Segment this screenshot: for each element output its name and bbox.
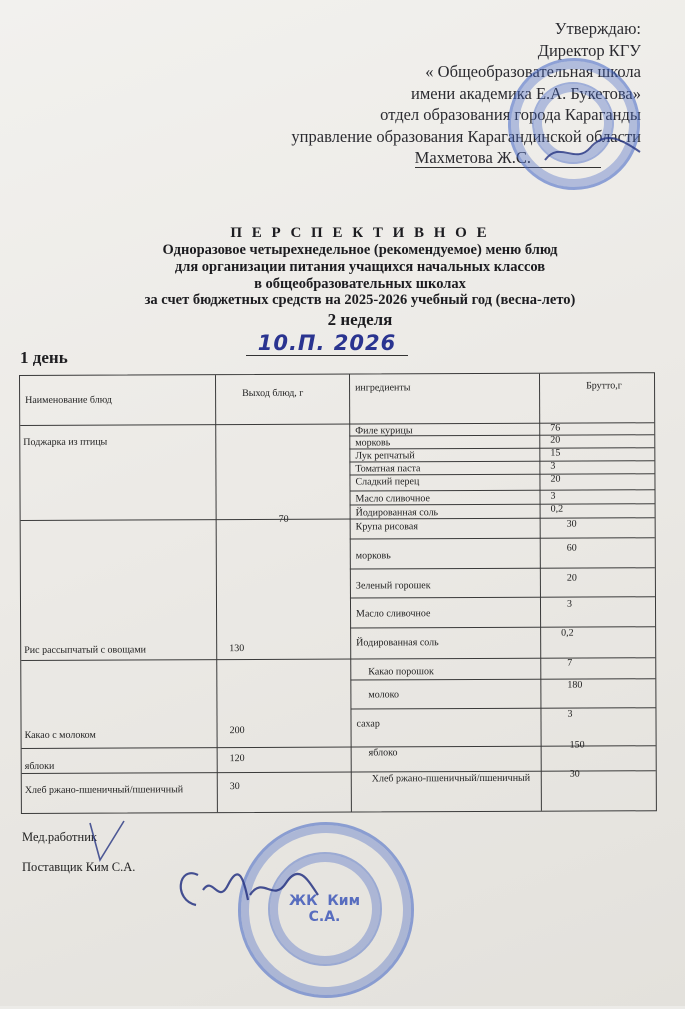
menu-title-block xyxy=(40,224,680,331)
day-label: 1 день xyxy=(20,348,68,367)
ingredient-gross: 20 xyxy=(566,572,577,584)
header-gross: Брутто,г xyxy=(586,380,622,392)
ingredient-name: Сладкий перец xyxy=(355,476,420,488)
approval-line: отдел образования города Караганды xyxy=(380,105,641,124)
ingredient-gross: 30 xyxy=(566,518,577,530)
ingredient-name: морковь xyxy=(355,437,391,449)
menu-heading: П Е Р С П Е К Т И В Н О Е xyxy=(230,225,490,241)
ingredient-gross: 180 xyxy=(567,679,583,691)
ingredient-gross: 3 xyxy=(566,598,573,610)
header-dish-name: Наименование блюд xyxy=(25,394,112,406)
dish-output: 120 xyxy=(229,753,245,765)
ingredient-name: молоко xyxy=(368,689,399,701)
ingredient-name: сахар xyxy=(356,718,380,730)
ingredient-name: Масло сливочное xyxy=(355,493,430,505)
menu-title-line: в общеобразовательных школах xyxy=(254,275,466,292)
row-divider xyxy=(21,517,655,521)
row-divider xyxy=(350,707,655,709)
ingredient-gross: 7 xyxy=(567,657,573,669)
menu-title-line: за счет бюджетных средств на 2025-2026 учебный год (весна-лето) xyxy=(144,292,576,309)
dish-name: Какао с молоком xyxy=(24,729,96,741)
ingredient-gross: 0,2 xyxy=(550,503,564,515)
dish-output: 200 xyxy=(229,725,245,737)
ingredient-name: Хлеб ржано-пшеничный/пшеничный xyxy=(371,772,531,785)
dish-output: 70 xyxy=(278,513,289,525)
header-output: Выход блюд, г xyxy=(242,387,304,400)
dish-output: 30 xyxy=(229,781,240,793)
ingredient-gross: 60 xyxy=(566,542,577,554)
director-signature xyxy=(540,130,650,170)
row-divider xyxy=(22,745,656,749)
row-divider xyxy=(350,596,655,598)
supplier-label: Поставщик Ким С.А. xyxy=(22,860,136,874)
ingredient-name: Лук репчатый xyxy=(355,450,415,462)
ingredient-name: яблоко xyxy=(368,747,398,759)
approval-line: имени академика Е.А. Букетова» xyxy=(410,83,641,103)
ingredient-name: Крупа рисовая xyxy=(355,521,418,533)
ingredient-gross: 20 xyxy=(550,434,561,446)
row-divider xyxy=(350,537,655,539)
ingredient-name: Зеленый горошек xyxy=(355,580,431,592)
approval-line: « Общеобразовательная школа xyxy=(425,62,641,81)
row-divider xyxy=(350,567,655,569)
ingredient-gross: 76 xyxy=(550,422,561,434)
ingredient-gross: 3 xyxy=(550,460,556,472)
supplier-stamp-text: ЖК Ким С.А. xyxy=(288,893,370,925)
row-divider xyxy=(21,657,655,661)
dish-name: яблоки xyxy=(24,760,55,772)
ingredient-gross: 15 xyxy=(550,447,561,459)
dish-name: Поджарка из птицы xyxy=(23,436,108,448)
row-divider xyxy=(349,460,654,462)
ingredient-gross: 150 xyxy=(569,739,585,751)
ingredient-name: морковь xyxy=(355,550,391,562)
ingredient-name: Томатная паста xyxy=(355,463,421,475)
approval-line: Утверждаю: xyxy=(554,19,641,38)
ingredient-gross: 0,2 xyxy=(561,627,574,639)
medic-signature xyxy=(82,815,132,870)
dish-name: Хлеб ржано-пшеничный/пшеничный xyxy=(24,784,184,796)
row-divider xyxy=(350,503,655,505)
menu-table xyxy=(19,372,657,814)
handwritten-date: 10.П. 2026 xyxy=(246,331,408,356)
signer-name: Махметова Ж.С. xyxy=(415,148,601,168)
row-divider xyxy=(349,473,654,475)
ingredient-name: Филе курицы xyxy=(355,425,413,437)
row-divider xyxy=(350,489,655,491)
menu-title-line: для организации питания учащихся начальных классов xyxy=(174,258,546,275)
menu-title-line: Одноразовое четырехнедельное (рекомендуемое) меню блюд xyxy=(162,242,558,258)
row-divider xyxy=(349,434,654,436)
row-divider xyxy=(22,770,656,774)
ingredient-gross: 20 xyxy=(550,473,561,485)
medic-label: Мед.работник xyxy=(22,830,97,844)
ingredient-gross: 30 xyxy=(569,768,580,780)
header-ingredients: ингредиенты xyxy=(355,382,411,394)
row-divider xyxy=(350,626,655,628)
supplier-signature xyxy=(168,855,328,925)
row-divider xyxy=(350,678,655,680)
week-label: 2 неделя xyxy=(327,310,393,330)
dish-name: Рис рассыпчатый с овощами xyxy=(24,644,147,656)
approval-line: управление образования Карагандинской области xyxy=(291,126,641,146)
approval-line: Директор КГУ xyxy=(537,40,641,60)
ingredient-gross: 3 xyxy=(567,708,573,720)
ingredient-name: Масло сливочное xyxy=(356,608,431,620)
ingredient-name: Йодированная соль xyxy=(356,637,439,649)
ingredient-gross: 3 xyxy=(550,490,556,502)
row-divider xyxy=(349,447,654,449)
dish-output: 130 xyxy=(229,643,245,655)
ingredient-name: Йодированная соль xyxy=(355,507,439,519)
ingredient-name: Какао порошок xyxy=(368,666,434,678)
